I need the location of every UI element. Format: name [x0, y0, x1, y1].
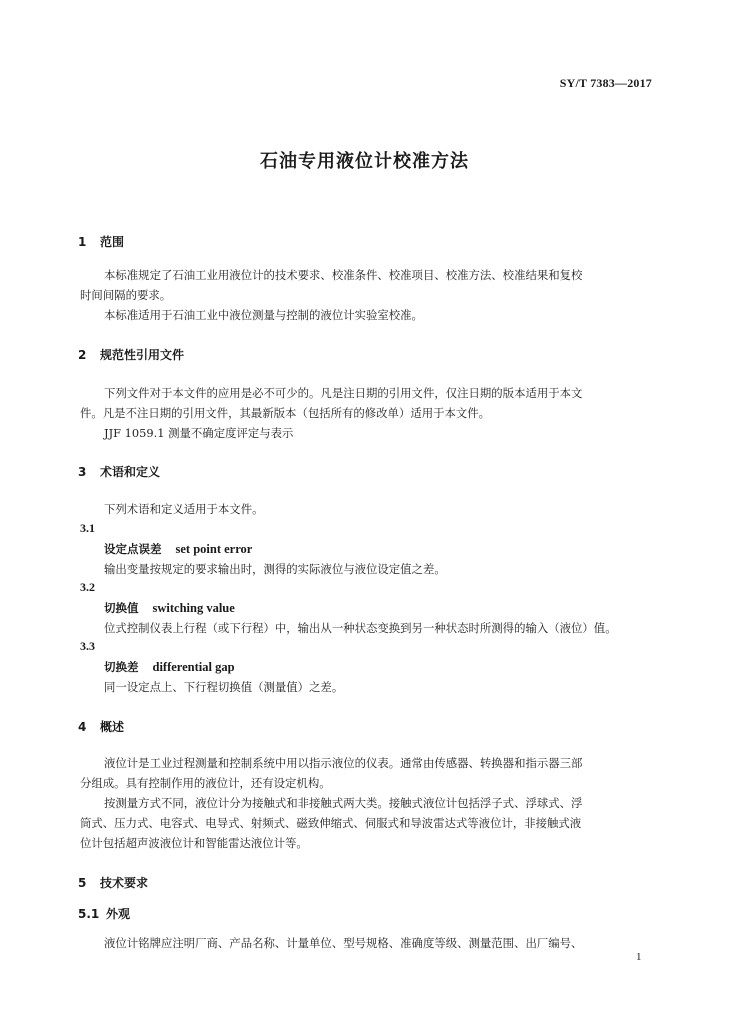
subsection-number: 5.1	[78, 907, 100, 921]
section-1-heading	[78, 233, 124, 250]
document-title: 石油专用液位计校准方法	[260, 151, 469, 172]
section-5-heading	[78, 874, 148, 891]
paragraph-line: 本标准规定了石油工业用液位计的技术要求、校准条件、校准项目、校准方法、校准结果和复校	[104, 268, 583, 282]
paragraph-line: 按测量方式不同，液位计分为接触式和非接触式两大类。接触式液位计包括浮子式、浮球式、浮	[104, 796, 583, 810]
paragraph-line: 液位计铭牌应注明厂商、产品名称、计量单位、型号规格、准确度等级、测量范围、出厂编号、	[104, 936, 583, 950]
section-2-heading	[78, 346, 184, 363]
paragraph-line: 本标准适用于石油工业中液位测量与控制的液位计实验室校准。	[104, 308, 423, 322]
section-number: 2	[78, 348, 87, 362]
section-number: 3	[78, 465, 87, 479]
section-title: 概述	[100, 720, 125, 734]
term-definition: 输出变量按规定的要求输出时，测得的实际液位与液位设定值之差。	[104, 562, 446, 576]
term-heading	[104, 541, 252, 557]
section-title: 术语和定义	[100, 465, 161, 479]
term-heading	[104, 600, 235, 616]
section-title: 规范性引用文件	[100, 348, 185, 362]
term-en: set point error	[175, 542, 253, 556]
section-4-heading	[78, 718, 124, 735]
term-cn: 切换差	[104, 660, 139, 674]
term-definition: 位式控制仪表上行程（或下行程）中，输出从一种状态变换到另一种状态时所测得的输入（液位）值。	[104, 621, 617, 635]
subsection-5-1-heading	[78, 905, 130, 922]
paragraph-line: 筒式、压力式、电容式、电导式、射频式、磁致伸缩式、伺服式和导波雷达式等液位计，非接触式液	[80, 816, 582, 830]
term-number: 3.2	[80, 580, 95, 594]
paragraph-line: 位计包括超声波液位计和智能雷达液位计等。	[80, 836, 308, 850]
paragraph-line: 液位计是工业过程测量和控制系统中用以指示液位的仪表。通常由传感器、转换器和指示器三部	[104, 756, 583, 770]
subsection-title: 外观	[106, 907, 131, 921]
paragraph-line: 下列文件对于本文件的应用是必不可少的。凡是注日期的引用文件，仅注日期的版本适用于本文	[104, 386, 583, 400]
section-3-heading	[78, 463, 160, 480]
term-cn: 设定点误差	[104, 542, 162, 556]
term-cn: 切换值	[104, 601, 139, 615]
paragraph-line: 时间间隔的要求。	[80, 288, 172, 302]
section-title: 范围	[100, 235, 125, 249]
term-number: 3.3	[80, 639, 95, 653]
section-title: 技术要求	[100, 876, 149, 890]
reference-entry: JJF 1059.1 测量不确定度评定与表示	[104, 426, 294, 440]
paragraph-line: 下列术语和定义适用于本文件。	[104, 502, 264, 516]
standard-code: SY/T 7383—2017	[559, 76, 652, 90]
section-number: 4	[78, 720, 87, 734]
section-number: 5	[78, 876, 87, 890]
term-number: 3.1	[80, 521, 95, 535]
term-heading	[104, 659, 235, 675]
paragraph-line: 件。凡是不注日期的引用文件，其最新版本（包括所有的修改单）适用于本文件。	[80, 406, 491, 420]
term-definition: 同一设定点上、下行程切换值（测量值）之差。	[104, 680, 344, 694]
section-number: 1	[78, 235, 87, 249]
term-en: switching value	[152, 601, 235, 615]
paragraph-line: 分组成。具有控制作用的液位计，还有设定机构。	[80, 776, 331, 790]
term-en: differential gap	[152, 660, 235, 674]
page-number: 1	[636, 951, 642, 963]
